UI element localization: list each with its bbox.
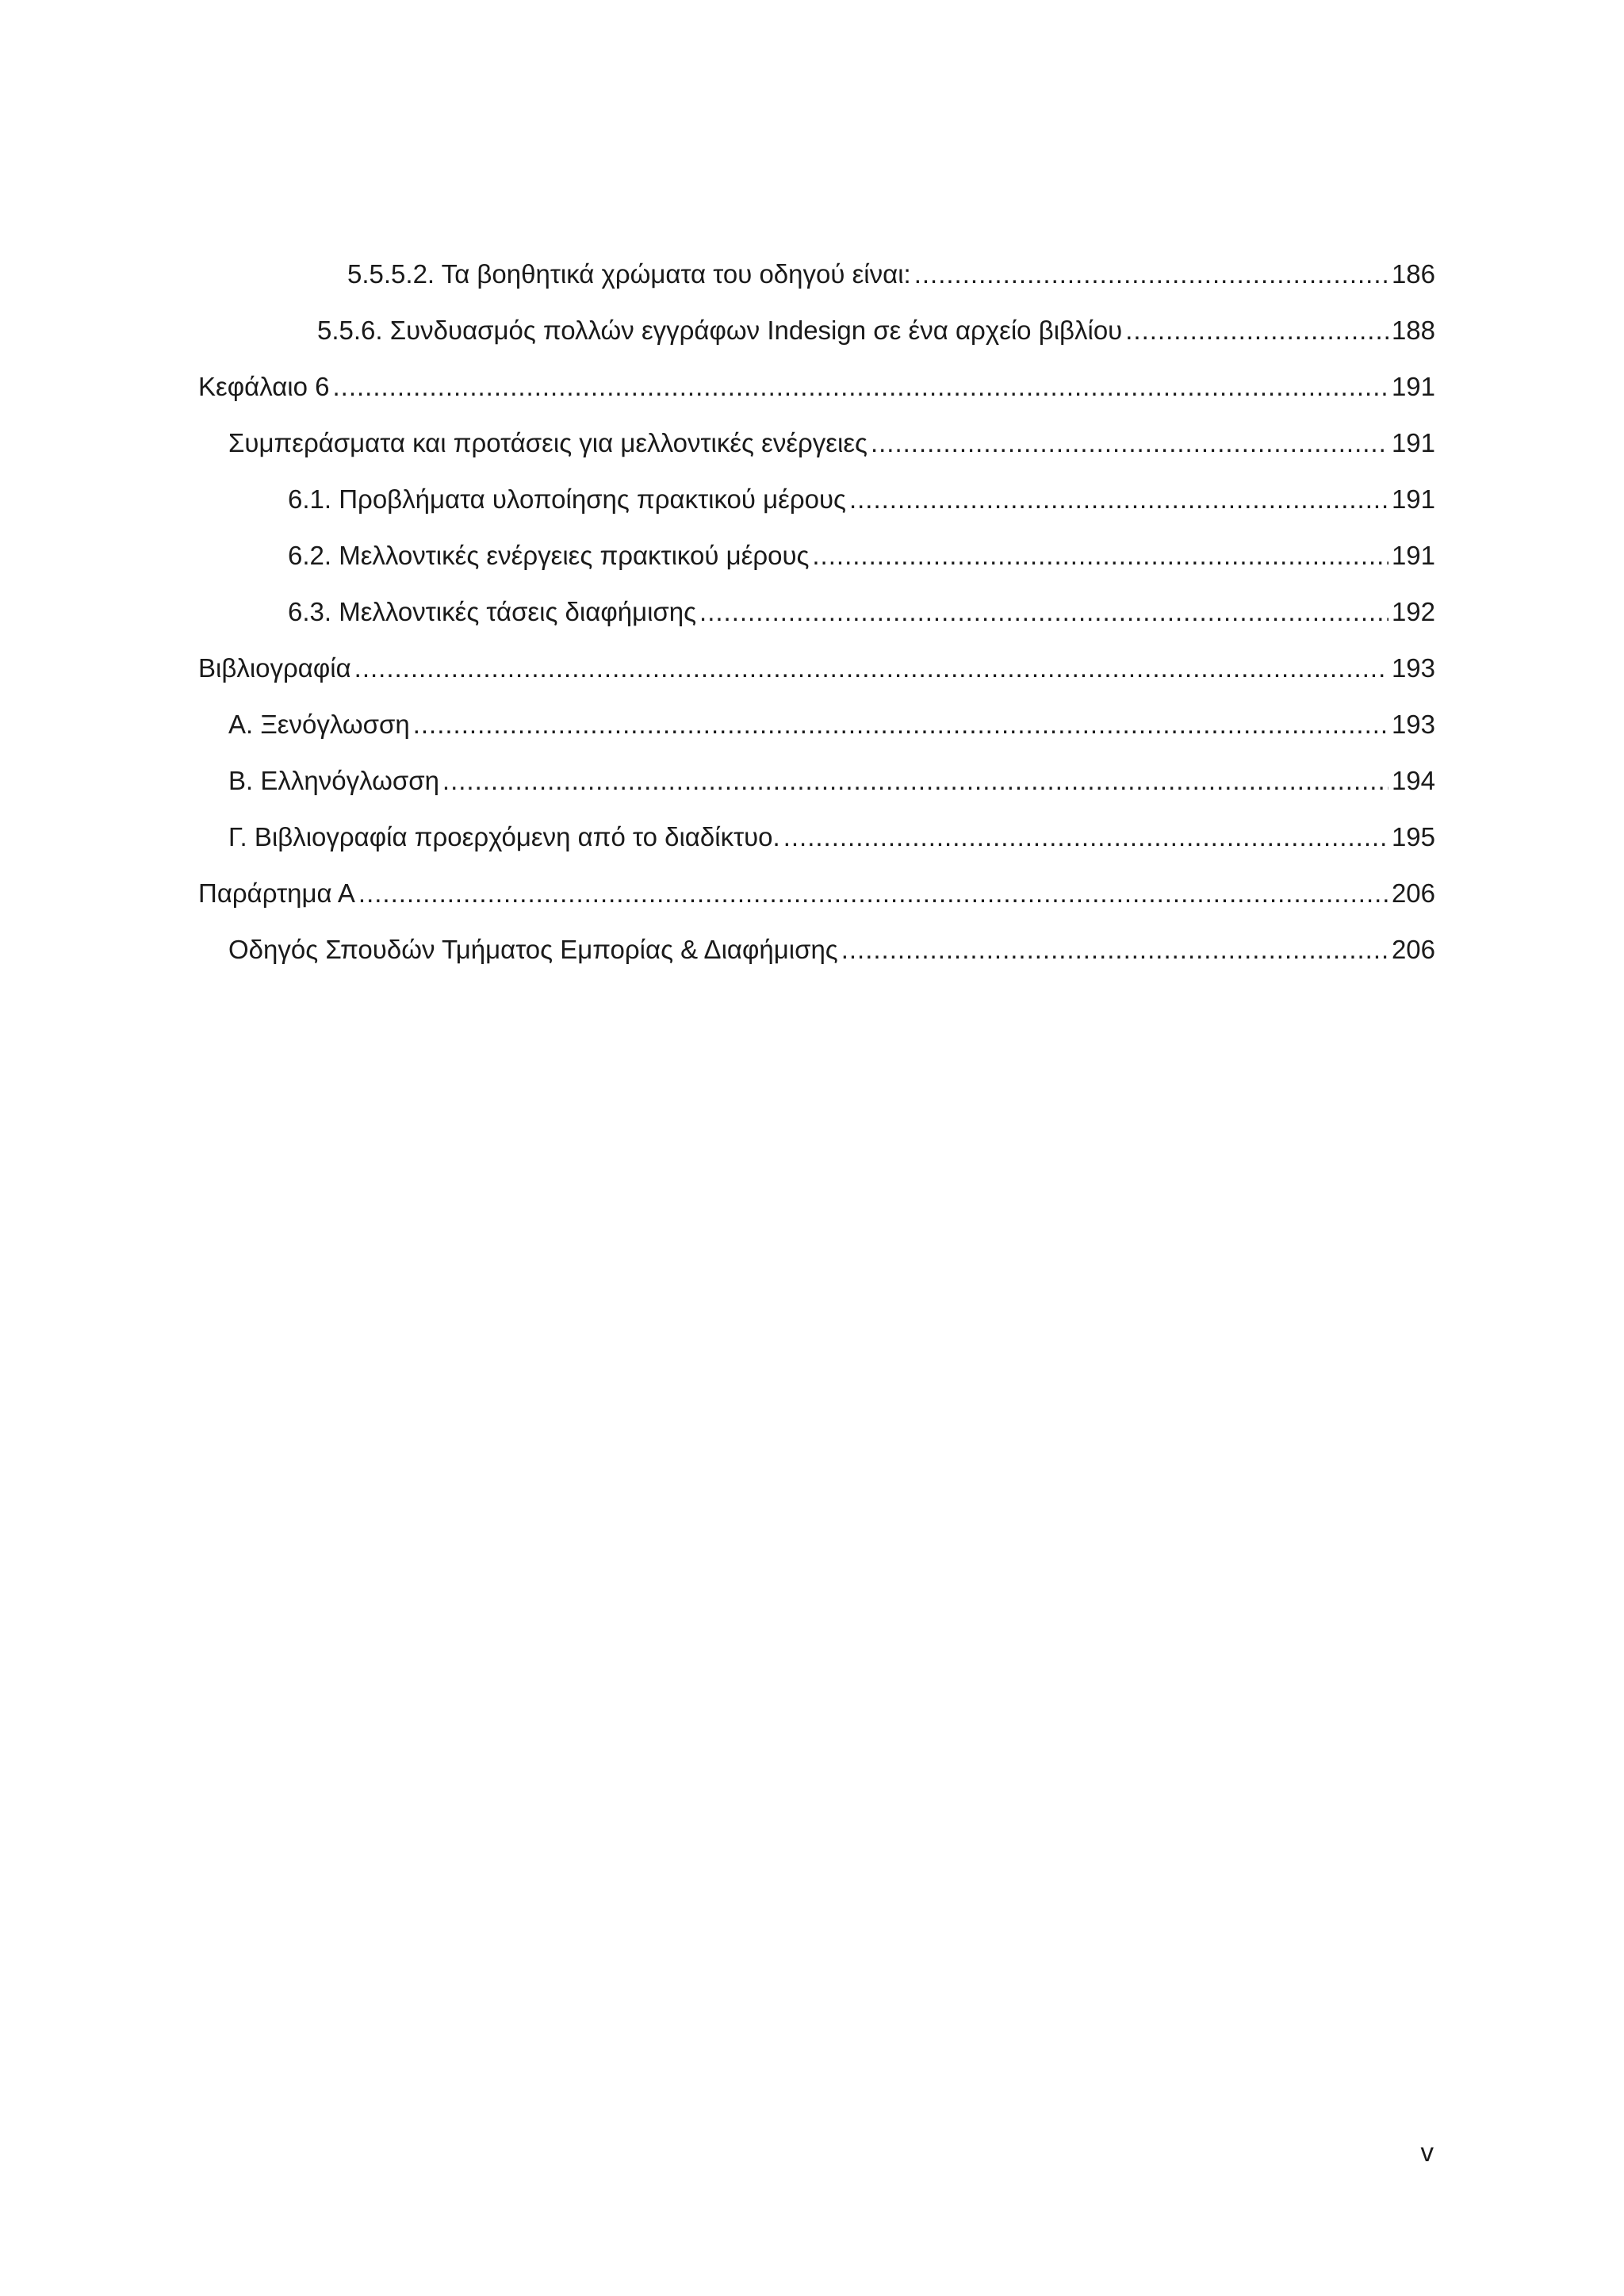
toc-entry[interactable] [198,584,1435,640]
table-of-contents [198,246,1435,978]
toc-entry-page: 191 [1391,484,1435,514]
toc-entry[interactable] [198,640,1435,696]
toc-dot-leader [783,809,1388,865]
toc-entry[interactable] [198,921,1435,978]
toc-entry[interactable] [198,358,1435,415]
toc-entry[interactable] [198,809,1435,865]
toc-entry-page: 186 [1391,259,1435,289]
toc-entry-title: Κεφάλαιο 6 [198,372,330,401]
toc-entry-page: 193 [1391,653,1435,683]
toc-entry[interactable] [198,752,1435,809]
toc-dot-leader [1125,302,1388,358]
toc-dot-leader [849,471,1388,527]
toc-entry-title: 6.3. Μελλοντικές τάσεις διαφήμισης [288,597,697,626]
toc-entry-title: Συμπεράσματα και προτάσεις για μελλοντικές ενέργειες [228,428,868,457]
toc-entry-page: 206 [1391,878,1435,908]
toc-entry-title: Παράρτημα Α [198,878,355,908]
toc-dot-leader [354,640,1388,696]
toc-entry-page: 206 [1391,935,1435,964]
toc-entry[interactable] [198,302,1435,358]
toc-entry[interactable] [198,415,1435,471]
toc-dot-leader [332,358,1388,415]
toc-entry-title: Βιβλιογραφία [198,653,351,683]
toc-dot-leader [914,246,1388,302]
toc-entry-title: Β. Ελληνόγλωσση [228,766,439,795]
toc-entry-page: 193 [1391,710,1435,739]
toc-entry-title: Γ. Βιβλιογραφία προερχόμενη από το διαδίκτυο. [228,822,780,851]
toc-dot-leader [812,527,1388,584]
toc-entry-page: 192 [1391,597,1435,626]
toc-entry-page: 195 [1391,822,1435,851]
toc-entry[interactable] [198,696,1435,752]
toc-entry-page: 191 [1391,541,1435,570]
toc-entry-title: 6.2. Μελλοντικές ενέργειες πρακτικού μέρους [288,541,810,570]
toc-entry[interactable] [198,865,1435,921]
toc-entry-title: Οδηγός Σπουδών Τμήματος Εμπορίας & Διαφήμισης [228,935,838,964]
toc-entry-title: 6.1. Προβλήματα υλοποίησης πρακτικού μέρους [288,484,846,514]
toc-entry[interactable] [198,527,1435,584]
toc-dot-leader [358,865,1388,921]
toc-entry-title: Α. Ξενόγλωσση [228,710,410,739]
toc-dot-leader [413,696,1388,752]
toc-entry-page: 191 [1391,372,1435,401]
toc-entry-page: 194 [1391,766,1435,795]
page-number: v [1420,2137,1434,2167]
toc-entry[interactable] [198,471,1435,527]
toc-dot-leader [841,921,1388,978]
toc-dot-leader [871,415,1388,471]
toc-entry-page: 191 [1391,428,1435,457]
toc-dot-leader [699,584,1388,640]
toc-dot-leader [442,752,1388,809]
toc-entry-title: 5.5.5.2. Τα βοηθητικά χρώματα του οδηγού είναι: [347,259,911,289]
toc-entry-page: 188 [1391,316,1435,345]
toc-entry[interactable] [198,246,1435,302]
toc-entry-title: 5.5.6. Συνδυασμός πολλών εγγράφων Indesign σε ένα αρχείο βιβλίου [317,316,1123,345]
